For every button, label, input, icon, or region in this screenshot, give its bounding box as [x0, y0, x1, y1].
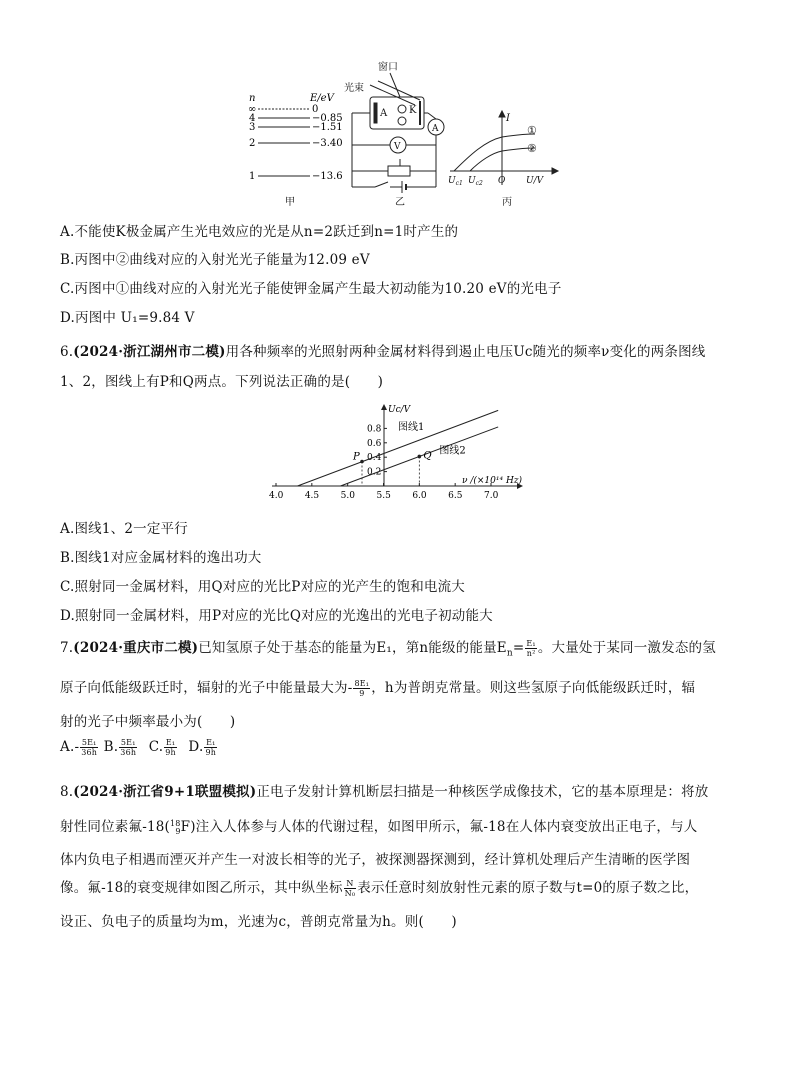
- y-tick-label: 0.8: [367, 424, 382, 435]
- q7-energy-fraction: [525, 639, 536, 658]
- q7-line2: [60, 676, 695, 698]
- cathode-label: K: [409, 105, 417, 116]
- level-n-inf: ∞: [248, 104, 257, 115]
- q7-line3: 射的光子中频率最小为( ): [60, 714, 236, 730]
- voltmeter-label: V: [394, 142, 401, 152]
- q8-source: (2024·浙江省9+1联盟模拟): [73, 784, 257, 800]
- q8-line5: 设正、负电子的质量均为m，光速为c，普朗克常量为h。则( ): [60, 914, 457, 930]
- q6-option-d: D.照射同一金属材料，用P对应的光比Q对应的光逸出的光电子初动能大: [60, 608, 493, 624]
- q7-source: (2024·重庆市二模): [73, 640, 199, 656]
- q6-number: 6.: [60, 344, 74, 360]
- q7-option-c: C. $\frac{\text{E₁}}{9h}$: [148, 738, 176, 757]
- q5-option-a: A.不能使K极金属产生光电效应的光是从n=2跃迁到n=1时产生的: [60, 224, 459, 240]
- q6-option-a: A.图线1、2一定平行: [60, 521, 188, 537]
- q8-text-4a: 像。氟-18的衰变规律如图乙所示，其中纵坐标: [60, 880, 343, 896]
- y-tick-label: 0.6: [367, 438, 382, 449]
- q5-option-c: C.丙图中①曲线对应的入射光光子能使钾金属产生最大初动能为10.20 eV的光电子: [60, 281, 562, 297]
- q6-source: (2024·浙江湖州市二模): [73, 344, 226, 360]
- q7-text-1a: 已知氢原子处于基态的能量为E₁，第n能级的能量E: [198, 640, 507, 656]
- ammeter-label: A: [432, 124, 439, 134]
- rheostat: [388, 166, 410, 176]
- figure-jia: [248, 93, 343, 208]
- q7-option-b: B. $\frac{\text{5E₁}}{36h}$: [103, 738, 137, 757]
- bing-origin: O: [498, 176, 506, 186]
- yi-window-label: 窗口: [378, 62, 398, 73]
- q8-ratio-fraction: $\frac{N}{\text{N₀}}$: [344, 879, 356, 898]
- x-tick-label: 4.5: [304, 491, 320, 501]
- anode-plate: [374, 103, 377, 123]
- q6-option-b: B.图线1对应金属材料的逸出功大: [60, 550, 262, 566]
- q7-frac1-num: E₁: [526, 639, 536, 648]
- q5-option-d: D.丙图中 U₁=9.84 V: [60, 310, 195, 326]
- q7-sub-n: n: [506, 648, 513, 659]
- uc-frequency-chart: [262, 398, 532, 508]
- q7-max-energy-fraction: [353, 679, 370, 698]
- series-label-1: 图线1: [398, 421, 425, 433]
- level-n-1: 1: [249, 171, 256, 182]
- point-label-P: P: [353, 451, 360, 463]
- window-pointer: [390, 73, 400, 97]
- x-tick-label: 4.0: [269, 491, 284, 501]
- q7-frac2-den: 9: [359, 689, 365, 698]
- point-label-Q: Q: [423, 450, 432, 462]
- q6-line2: 1、2，图线上有P和Q两点。下列说法正确的是( ): [60, 374, 384, 390]
- curve-1: [454, 134, 535, 171]
- q7-eq: =: [512, 640, 525, 656]
- y-tick-label: 0.2: [367, 467, 382, 478]
- bing-caption: 丙: [502, 197, 512, 208]
- level-e-2: −3.40: [312, 138, 343, 149]
- switch: [375, 182, 388, 187]
- q6-option-c: C.照射同一金属材料，用Q对应的光比P对应的光产生的饱和电流大: [60, 579, 465, 595]
- q5-option-b: B.丙图中②曲线对应的入射光光子能量为12.09 eV: [60, 252, 370, 268]
- x-tick-label: 6.0: [412, 491, 427, 501]
- level-e-1: −13.6: [312, 171, 343, 182]
- x-tick-label: 5.0: [340, 491, 355, 501]
- jia-e-label: E/eV: [310, 93, 334, 104]
- q6-stem-1: 用各种频率的光照射两种金属材料得到遏止电压Uc随光的频率ν变化的两条图线: [225, 344, 706, 360]
- y-tick-label: 0.4: [367, 453, 382, 464]
- series-label-2: 图线2: [439, 445, 466, 457]
- level-n-2: 2: [249, 138, 256, 149]
- y-axis-label: Uc/V: [388, 405, 411, 415]
- yi-beam-label: 光束: [344, 83, 364, 94]
- figure-bing: [448, 111, 558, 208]
- bing-u-label: U/V: [526, 176, 544, 186]
- bing-i-label: I: [506, 113, 510, 124]
- anode-label: A: [380, 108, 388, 119]
- q8-line4: [60, 876, 698, 898]
- jia-caption: 甲: [285, 197, 295, 208]
- curve-1-label: ①: [527, 124, 537, 137]
- curve-2-label: ②: [527, 142, 537, 155]
- q7-text-2b: ，h为普朗克常量。则这些氢原子向低能级跃迁时，辐: [371, 680, 696, 696]
- figure-yi: [344, 60, 444, 208]
- y-axis-arrow: [381, 404, 387, 410]
- point-Q: [418, 455, 422, 459]
- level-e-3: −1.51: [312, 122, 343, 133]
- electron-1: [398, 105, 406, 113]
- electron-2: [398, 117, 406, 125]
- q8-text-2b: )注入人体参与人体的代谢过程，如图甲所示，氟-18在人体内衰变放出正电子，与人: [190, 819, 698, 835]
- q7-option-a: A.- $\frac{\text{5E₁}}{36h}$: [60, 738, 98, 757]
- q7-line1: [60, 636, 716, 659]
- q7-option-d: D. $\frac{\text{E₁}}{9h}$: [188, 738, 217, 757]
- q8-line2: [60, 815, 698, 836]
- top-figure: [240, 55, 560, 210]
- uc2-label: $U_{c2}$: [468, 176, 483, 187]
- q8-text-2a: 射性同位素氟-18(: [60, 819, 171, 835]
- q7-frac1-den: n²: [526, 649, 536, 658]
- q8-element: F: [180, 819, 191, 835]
- x-tick-label: 5.5: [376, 491, 391, 501]
- yi-caption: 乙: [395, 197, 405, 208]
- uc1-label: $U_{c1}$: [448, 176, 463, 187]
- q7-text-1b: 。大量处于某同一激发态的氢: [537, 640, 716, 656]
- x-tick-label: 7.0: [484, 491, 499, 501]
- q7-text-2a: 原子向低能级跃迁时，辐射的光子中能量最大为-: [60, 680, 353, 696]
- q8-text-4b: 表示任意时刻放射性元素的原子数与t=0的原子数之比，: [357, 880, 699, 896]
- q7-number: 7.: [60, 640, 74, 656]
- q7-options: [60, 738, 218, 757]
- level-e-4: −0.85: [312, 113, 343, 124]
- point-P: [360, 460, 364, 464]
- q8-line3: 体内负电子相遇而湮灭并产生一对波长相等的光子，被探测器探测到，经计算机处理后产生清晰的医学图: [60, 852, 691, 868]
- level-n-4: 4: [249, 113, 256, 124]
- q8-text-1: 正电子发射计算机断层扫描是一种核医学成像技术，它的基本原理是：将放: [256, 784, 709, 800]
- jia-n-label: n: [249, 93, 256, 104]
- level-e-inf: 0: [312, 104, 319, 115]
- q7-frac2-num: 8E₁: [354, 679, 370, 688]
- level-n-3: 3: [249, 122, 256, 133]
- q8-line1: [60, 780, 708, 800]
- q8-number: 8.: [60, 784, 74, 800]
- q6-line1: [60, 340, 706, 360]
- x-axis-label: ν /(×10¹⁴ Hz): [462, 476, 523, 486]
- q8-isotope: 18 9: [170, 818, 181, 836]
- x-tick-label: 6.5: [448, 491, 463, 501]
